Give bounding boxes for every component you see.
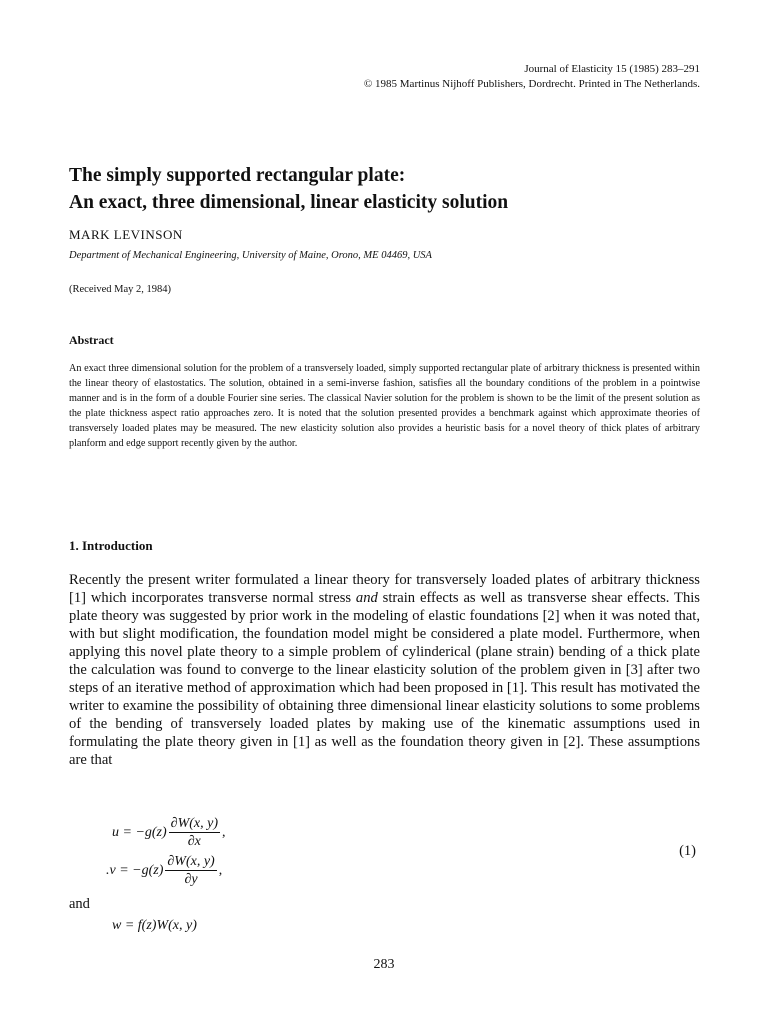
received-date: (Received May 2, 1984) bbox=[69, 284, 172, 295]
journal-header bbox=[364, 62, 700, 92]
eq1-numerator: ∂W(x, y) bbox=[170, 816, 219, 831]
journal-citation: Journal of Elasticity 15 (1985) 283–291 bbox=[524, 63, 700, 75]
copyright-line: © 1985 Martinus Nijhoff Publishers, Dordrecht. Printed in The Netherlands. bbox=[363, 78, 700, 90]
equation-number: (1) bbox=[679, 843, 696, 859]
equation-w: w = f(z)W(x, y) bbox=[112, 918, 197, 933]
eq1-denominator: ∂x bbox=[187, 834, 201, 849]
page-number: 283 bbox=[373, 957, 395, 972]
intro-emphasis-and: and bbox=[355, 590, 378, 607]
eq1-fraction bbox=[169, 815, 220, 850]
title-line-2: An exact, three dimensional, linear elasticity solution bbox=[69, 192, 509, 213]
eq2-denominator: ∂y bbox=[184, 872, 198, 887]
author-affiliation: Department of Mechanical Engineering, University of Maine, Orono, ME 04469, USA bbox=[69, 250, 432, 261]
eq2-comma: , bbox=[218, 862, 223, 878]
intro-text-part-1: Recently the present writer formulated a linear theory for transversely loaded plates of arbitrary thickness [1] which incorporates transverse normal stress bbox=[69, 572, 700, 607]
equation-1a bbox=[112, 815, 226, 850]
eq2-fraction bbox=[165, 853, 216, 888]
abstract-text: An exact three dimensional solution for the problem of a transversely loaded, simply supported rectangular plate of arbitrary thickness is presented within the linear theory of elastostatics. The solution, obtained in a semi-inverse fashion, satisfies all the boundary conditions of the problem in a pointwise manner and is in the form of a double Fourier sine series. The classical Navier solution for the problem is shown to be the limit of the present solution as the plate thickness aspect ratio approaches zero. It is noted that the solution presented provides a benchmark against which approximate theories of transversely loaded plates may be measured. The new elasticity solution also provides a heuristic basis for a novel theory of thick plates of arbitrary planform and edge support recently given by the author. bbox=[69, 363, 700, 449]
author-name: MARK LEVINSON bbox=[69, 227, 183, 242]
paper-title bbox=[69, 162, 508, 216]
intro-text-part-2: strain effects as well as transverse shear effects. This plate theory was suggested by prior work in the modeling of elastic foundations [2] when it was noted that, with but slight modification, the foundation model might be considered a plate model. Furthermore, when applying this novel plate theory to a simple problem of cylinderical (plane strain) bending of a thick plate the calculation was found to converge to the linear elasticity solution of the problem given in [3] after two steps of an iterative method of approximation which had been proposed in [1]. This result has motivated the writer to examine the possibility of obtaining three dimensional linear elasticity solutions to some problems of the bending of transversely loaded plates by making use of the kinematic assumptions used in formulating the plate theory given in [1] as well as the foundation theory given in [2]. These assumptions are that bbox=[69, 590, 700, 769]
equation-1b bbox=[106, 853, 222, 888]
and-connector: and bbox=[69, 896, 90, 912]
introduction-paragraph bbox=[69, 571, 700, 770]
eq2-numerator: ∂W(x, y) bbox=[167, 854, 215, 869]
eq1-lhs: u = −g(z) bbox=[112, 824, 167, 840]
section-heading-introduction: 1. Introduction bbox=[69, 538, 153, 553]
eq1-comma: , bbox=[222, 824, 226, 840]
title-line-1: The simply supported rectangular plate: bbox=[69, 165, 406, 186]
abstract-heading: Abstract bbox=[69, 333, 114, 347]
eq2-lhs: .v = −g(z) bbox=[106, 862, 164, 878]
